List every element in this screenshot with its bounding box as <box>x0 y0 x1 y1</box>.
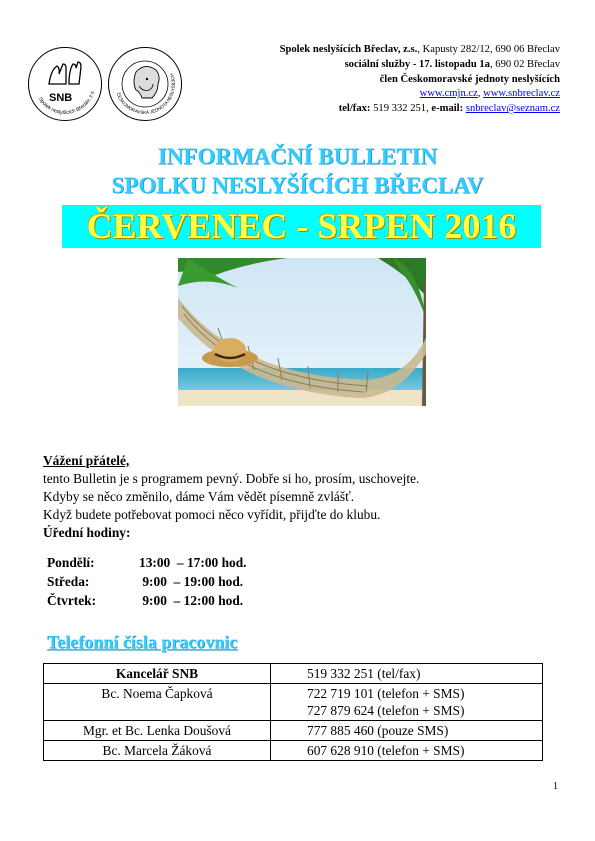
hours-day: Středa: <box>47 574 90 589</box>
staff-name: Kancelář SNB <box>44 664 271 684</box>
email-link[interactable]: snbreclav@seznam.cz <box>465 103 560 115</box>
office-hours-row <box>47 553 297 572</box>
phone-value: 722 719 101 (telefon + SMS) 727 879 624 (telefon + SMS) <box>271 684 543 721</box>
greeting: Vážení přátelé, <box>43 453 130 468</box>
header-line-address: Spolek neslyšících Břeclav, z.s., Kapusty 282/12, 690 06 Břeclav <box>279 44 560 55</box>
snb-ring-text: Spolek neslyšících Břeclav, z.s. <box>36 89 97 117</box>
header-line-social: sociální služby - 17. listopadu 1a, 690 02 Břeclav <box>344 58 560 70</box>
hammock-beach-photo <box>178 258 426 406</box>
header-links: www.cmjn.cz, www.snbreclav.cz <box>419 88 560 100</box>
header-contact: tel/fax: 519 332 251, e-mail: snbreclav@seznam.cz <box>338 103 560 115</box>
office-hours-row <box>47 572 297 591</box>
staff-name: Bc. Noema Čapková <box>44 684 271 721</box>
header-line-member: člen Českomoravské jednoty neslyšících <box>379 73 560 85</box>
table-row <box>44 721 543 741</box>
snb-logo-text: SNB <box>49 92 73 104</box>
face-profile-icon <box>109 48 181 120</box>
snbreclav-link[interactable]: www.snbreclav.cz <box>483 88 560 100</box>
hours-day: Čtvrtek: <box>47 593 97 608</box>
organization-header <box>200 43 560 117</box>
office-hours-title: Úřední hodiny: <box>43 525 131 540</box>
table-row <box>44 741 543 761</box>
phone-value: 777 885 460 (pouze SMS) <box>271 721 543 741</box>
hands-icon <box>29 48 101 120</box>
hours-time: 9:00 – 19:00 hod. <box>139 574 244 589</box>
intro-paragraph-2: Kdyby se něco změnilo, dáme Vám vědět písemně zvlášť. <box>43 489 355 504</box>
phone-value: 607 628 910 (telefon + SMS) <box>271 741 543 761</box>
hours-time: 9:00 – 12:00 hod. <box>139 593 244 608</box>
cmjn-ring-text: ČESKOMORAVSKÁ JEDNOTA NESLYŠÍCÍCH <box>115 72 177 116</box>
office-hours-row <box>47 591 297 610</box>
phone-numbers-heading: Telefonní čísla pracovnic <box>47 632 238 652</box>
snb-logo <box>28 47 102 121</box>
cmjn-logo <box>108 47 182 121</box>
phone-numbers-table <box>43 663 543 761</box>
staff-name: Mgr. et Bc. Lenka Doušová <box>44 721 271 741</box>
table-row <box>44 664 543 684</box>
intro-paragraph-3: Když budete potřebovat pomoci něco vyřídit, přijďte do klubu. <box>43 507 381 522</box>
bulletin-title-line2: SPOLKU NESLYŠÍCÍCH BŘECLAV <box>111 173 484 198</box>
office-hours-list <box>47 553 297 610</box>
intro-paragraph-1: tento Bulletin je s programem pevný. Dobře si ho, prosím, uschovejte. <box>43 471 420 486</box>
cmjn-link[interactable]: www.cmjn.cz <box>419 88 478 100</box>
hours-day: Pondělí: <box>47 555 95 570</box>
table-row <box>44 684 543 721</box>
bulletin-title-line1: INFORMAČNÍ BULLETIN <box>157 144 438 169</box>
staff-name: Bc. Marcela Žáková <box>44 741 271 761</box>
hours-time: 13:00 – 17:00 hod. <box>139 555 247 570</box>
bulletin-period: ČERVENEC - SRPEN 2016 <box>86 206 517 246</box>
phone-value: 519 332 251 (tel/fax) <box>271 664 543 684</box>
page-number: 1 <box>553 781 558 792</box>
